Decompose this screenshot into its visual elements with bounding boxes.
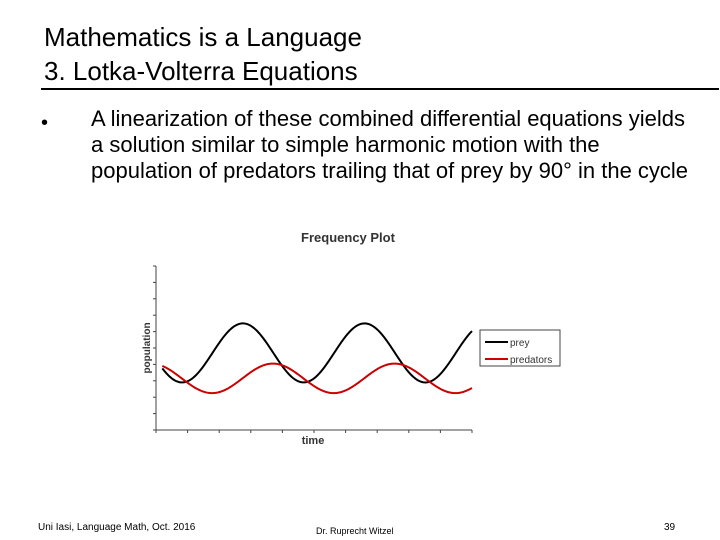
- chart-title: Frequency Plot: [301, 230, 395, 245]
- series-line-predators: [162, 364, 472, 394]
- y-axis-label: population: [142, 322, 153, 374]
- slide-title-line-1: Mathematics is a Language: [44, 22, 362, 52]
- title-divider: [41, 88, 719, 90]
- frequency-plot-chart: [130, 222, 575, 452]
- legend-label-predators: predators: [510, 355, 553, 366]
- bullet-text: A linearization of these combined differential equations yields a solution similar to simple harmonic motion with the population of predators trailing that of prey by 90° in the cycle: [91, 106, 689, 183]
- legend: [480, 330, 560, 366]
- x-axis-label: time: [301, 435, 325, 447]
- series-group: [162, 323, 472, 393]
- legend-label-prey: prey: [510, 338, 530, 349]
- footer-author: Dr. Ruprecht Witzel: [316, 526, 394, 536]
- slide-title-line-2: 3. Lotka-Volterra Equations: [44, 56, 358, 86]
- footer-left-text: Uni Iasi, Language Math, Oct. 2016: [38, 522, 196, 533]
- page-number: 39: [664, 522, 676, 533]
- bullet-marker: •: [41, 112, 49, 134]
- series-line-prey: [162, 323, 472, 382]
